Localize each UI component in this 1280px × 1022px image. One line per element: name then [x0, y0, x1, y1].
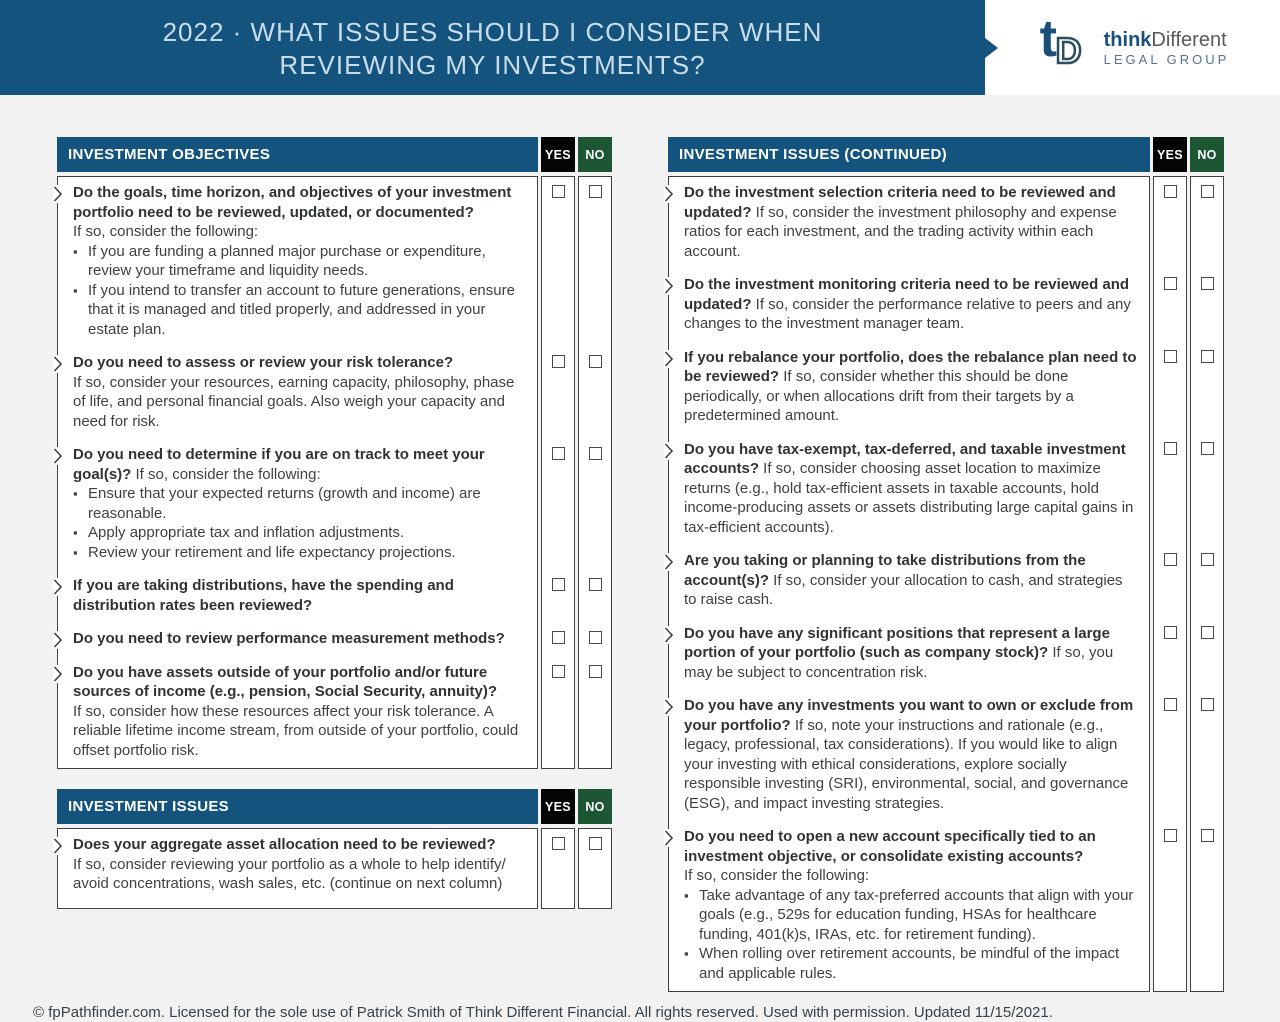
- question-cell: [668, 269, 1150, 342]
- yes-checkbox[interactable]: [552, 447, 565, 460]
- yes-cell: [541, 623, 575, 657]
- no-checkbox[interactable]: [1201, 185, 1214, 198]
- no-checkbox[interactable]: [1201, 698, 1214, 711]
- question-cell: [668, 690, 1150, 821]
- question-text: Do you need to review performance measurement methods?: [73, 630, 505, 647]
- yes-cell: [1153, 269, 1187, 342]
- section-title: INVESTMENT ISSUES (CONTINUED): [668, 137, 1150, 172]
- no-checkbox[interactable]: [1201, 277, 1214, 290]
- chevron-icon: [53, 447, 63, 465]
- chevron-icon: [664, 698, 674, 716]
- chevron-icon: [664, 553, 674, 571]
- yes-cell: [1153, 342, 1187, 434]
- yes-checkbox[interactable]: [1164, 350, 1177, 363]
- question-detail: If so, consider how these resources affect your risk tolerance. A reliable lifetime income stream, from outside of your portfolio, could offset portfolio risk.: [73, 702, 519, 759]
- yes-cell: [541, 176, 575, 347]
- logo-monogram-t: t: [1039, 9, 1057, 68]
- bullet-item: ▪ If you are funding a planned major purchase or expenditure, review your timeframe and liquidity needs.: [73, 242, 527, 281]
- right-column: [668, 137, 1224, 992]
- yes-cell: [1153, 690, 1187, 821]
- no-cell: [1190, 821, 1224, 992]
- question-cell: [668, 176, 1150, 269]
- question-detail: If so, consider reviewing your portfolio as a whole to help identify/ avoid concentrations, wash sales, etc. (continue on next column): [73, 855, 506, 892]
- yes-column-header: YES: [541, 789, 575, 824]
- brand-logo: [985, 0, 1280, 95]
- bullet-item: ▪ If you intend to transfer an account to future generations, ensure that it is managed and titled properly, and addressed in your estate plan.: [73, 281, 527, 340]
- question-cell: [57, 657, 538, 770]
- question-text: Do the investment selection criteria need to be reviewed and updated? If so, consider the investment philosophy and expense ratios for each investment, and the trading activity within each account.: [684, 184, 1117, 260]
- no-cell: [1190, 618, 1224, 691]
- bullet-item: ▪ Ensure that your expected returns (growth and income) are reasonable.: [73, 484, 527, 523]
- yes-checkbox[interactable]: [552, 631, 565, 644]
- question-text: Do the goals, time horizon, and objectives of your investment portfolio need to be reviewed, updated, or documented?: [73, 184, 512, 221]
- yes-checkbox[interactable]: [1164, 698, 1177, 711]
- yes-column-header: YES: [1153, 137, 1187, 172]
- section-investment-issues: [57, 789, 612, 909]
- question-cell: [57, 570, 538, 623]
- yes-checkbox[interactable]: [1164, 829, 1177, 842]
- no-cell: [578, 176, 612, 347]
- yes-cell: [1153, 821, 1187, 992]
- question-detail: If so, consider the following:: [684, 867, 870, 884]
- yes-cell: [541, 657, 575, 770]
- chevron-icon: [53, 578, 63, 596]
- section-investment-objectives: [57, 137, 612, 769]
- no-checkbox[interactable]: [589, 631, 602, 644]
- no-column-header: NO: [578, 137, 612, 172]
- yes-cell: [541, 828, 575, 909]
- section-body: [668, 176, 1224, 992]
- question-text: Do you have any significant positions that represent a large portion of your portfolio (such as company stock)? If so, you may be subject to concentration risk.: [684, 624, 1114, 681]
- section-body: [57, 828, 612, 909]
- question-text: Do you have any investments you want to own or exclude from your portfolio? If so, note your instructions and rationale (e.g., legacy, professional, tax considerations). If you would like to align your investing with ethical considerations, explore socially responsible investing (SRI), environmental, social, and governance (ESG), and impact investing strategies.: [684, 697, 1134, 812]
- no-cell: [1190, 545, 1224, 618]
- no-checkbox[interactable]: [1201, 829, 1214, 842]
- question-text: Does your aggregate asset allocation need to be reviewed?: [73, 836, 496, 853]
- question-text: Do you need to open a new account specifically tied to an investment objective, or consolidate existing accounts?: [684, 828, 1096, 865]
- yes-checkbox[interactable]: [552, 355, 565, 368]
- bullet-item: ▪ Take advantage of any tax-preferred accounts that align with your goals (e.g., 529s for education funding, HSAs for healthcare funding, 401(k)s, IRAs, etc. for retirement funding).: [684, 886, 1139, 945]
- yes-checkbox[interactable]: [1164, 553, 1177, 566]
- yes-cell: [541, 347, 575, 439]
- no-checkbox[interactable]: [589, 355, 602, 368]
- yes-cell: [541, 570, 575, 623]
- no-cell: [1190, 269, 1224, 342]
- yes-cell: [1153, 545, 1187, 618]
- yes-cell: [541, 439, 575, 570]
- bullet-list: [73, 484, 527, 562]
- no-cell: [1190, 176, 1224, 269]
- document-title-line2: REVIEWING MY INVESTMENTS?: [279, 49, 706, 80]
- question-text: Do you need to determine if you are on track to meet your goal(s)? If so, consider the following:: [73, 446, 485, 483]
- yes-checkbox[interactable]: [552, 185, 565, 198]
- bullet-item: ▪ When rolling over retirement accounts, be mindful of the impact and applicable rules.: [684, 944, 1139, 983]
- chevron-icon: [53, 631, 63, 649]
- yes-checkbox[interactable]: [1164, 277, 1177, 290]
- question-cell: [668, 342, 1150, 434]
- bullet-item: ▪ Apply appropriate tax and inflation adjustments.: [73, 523, 527, 543]
- section-title: INVESTMENT ISSUES: [57, 789, 538, 824]
- yes-checkbox[interactable]: [1164, 185, 1177, 198]
- question-cell: [57, 176, 538, 347]
- question-cell: [57, 347, 538, 439]
- question-cell: [668, 434, 1150, 546]
- no-cell: [578, 657, 612, 770]
- chevron-icon: [664, 185, 674, 203]
- section-body: [57, 176, 612, 769]
- question-cell: [668, 545, 1150, 618]
- chevron-icon: [664, 626, 674, 644]
- question-text: Do you have tax-exempt, tax-deferred, and taxable investment accounts? If so, consider choosing asset location to maximize returns (e.g., hold tax-efficient assets in taxable accounts, hold income-producing assets or assets distributing large capital gains in tax-efficient accounts).: [684, 440, 1134, 536]
- document-title: [163, 16, 823, 82]
- no-checkbox[interactable]: [589, 665, 602, 678]
- chevron-icon: [664, 442, 674, 460]
- no-cell: [1190, 690, 1224, 821]
- section-header: [668, 137, 1224, 172]
- chevron-icon: [53, 355, 63, 373]
- brand-name-light: Different: [1151, 28, 1227, 51]
- yes-cell: [1153, 618, 1187, 691]
- no-cell: [578, 623, 612, 657]
- no-checkbox[interactable]: [1201, 350, 1214, 363]
- no-cell: [578, 347, 612, 439]
- no-cell: [1190, 342, 1224, 434]
- bullet-list: [684, 886, 1139, 984]
- section-investment-issues-continued: [668, 137, 1224, 992]
- section-title: INVESTMENT OBJECTIVES: [57, 137, 538, 172]
- license-footer: © fpPathfinder.com. Licensed for the sole use of Patrick Smith of Think Different Financial. All rights reserved. Used with permission. Updated 11/15/2021.: [33, 1004, 1053, 1021]
- no-cell: [578, 570, 612, 623]
- chevron-icon: [664, 277, 674, 295]
- no-column-header: NO: [1190, 137, 1224, 172]
- question-text: Do you have assets outside of your portfolio and/or future sources of income (e.g., pension, Social Security, annuity)?: [73, 663, 497, 700]
- chevron-icon: [53, 837, 63, 855]
- logo-monogram-d: D: [1055, 29, 1082, 71]
- question-text: If you are taking distributions, have the spending and distribution rates been reviewed?: [73, 577, 454, 614]
- yes-checkbox[interactable]: [552, 665, 565, 678]
- no-cell: [1190, 434, 1224, 546]
- bullet-list: [73, 242, 527, 340]
- question-text: Do you need to assess or review your risk tolerance?: [73, 354, 454, 371]
- bullet-item: ▪ Review your retirement and life expectancy projections.: [73, 543, 527, 563]
- brand-text: [1104, 29, 1230, 67]
- question-text: If you rebalance your portfolio, does the rebalance plan need to be reviewed? If so, consider whether this should be done periodically, or when allocations drift from their targets by a predetermined amount.: [684, 348, 1137, 424]
- brand-tagline: LEGAL GROUP: [1103, 51, 1230, 67]
- question-text: Do the investment monitoring criteria need to be reviewed and updated? If so, consider the performance relative to peers and any changes to the investment manager team.: [684, 276, 1131, 332]
- brand-name-bold: think: [1103, 28, 1152, 51]
- question-cell: [57, 439, 538, 570]
- no-checkbox[interactable]: [1201, 553, 1214, 566]
- no-checkbox[interactable]: [589, 837, 602, 850]
- yes-checkbox[interactable]: [1164, 442, 1177, 455]
- chevron-icon: [53, 185, 63, 203]
- yes-column-header: YES: [541, 137, 575, 172]
- left-column: [57, 137, 612, 992]
- no-checkbox[interactable]: [1201, 626, 1214, 639]
- no-checkbox[interactable]: [1201, 442, 1214, 455]
- section-header: [57, 137, 612, 172]
- no-column-header: NO: [578, 789, 612, 824]
- no-checkbox[interactable]: [589, 578, 602, 591]
- question-cell: [668, 821, 1150, 992]
- checklist-body: [0, 95, 1280, 992]
- no-cell: [578, 828, 612, 909]
- no-checkbox[interactable]: [589, 185, 602, 198]
- yes-cell: [1153, 434, 1187, 546]
- yes-checkbox[interactable]: [552, 578, 565, 591]
- question-detail: If so, consider the following:: [73, 223, 259, 240]
- chevron-icon: [664, 350, 674, 368]
- yes-checkbox[interactable]: [1164, 626, 1177, 639]
- logo-monogram-icon: [1036, 9, 1094, 79]
- no-checkbox[interactable]: [589, 447, 602, 460]
- banner: [0, 0, 985, 95]
- yes-cell: [1153, 176, 1187, 269]
- chevron-icon: [664, 829, 674, 847]
- no-cell: [578, 439, 612, 570]
- document-title-line1: 2022 · WHAT ISSUES SHOULD I CONSIDER WHEN: [162, 16, 823, 47]
- question-cell: [57, 623, 538, 657]
- question-detail: If so, consider your resources, earning capacity, philosophy, phase of life, and personal financial goals. Also weigh your capacity and need for risk.: [73, 373, 515, 430]
- question-cell: [57, 828, 538, 909]
- section-header: [57, 789, 612, 824]
- yes-checkbox[interactable]: [552, 837, 565, 850]
- banner-arrow-icon: [985, 38, 998, 58]
- question-text: Are you taking or planning to take distributions from the account(s)? If so, consider your allocation to cash, and strategies to raise cash.: [684, 552, 1123, 608]
- chevron-icon: [53, 665, 63, 683]
- top-bar: [0, 0, 1280, 95]
- question-cell: [668, 618, 1150, 691]
